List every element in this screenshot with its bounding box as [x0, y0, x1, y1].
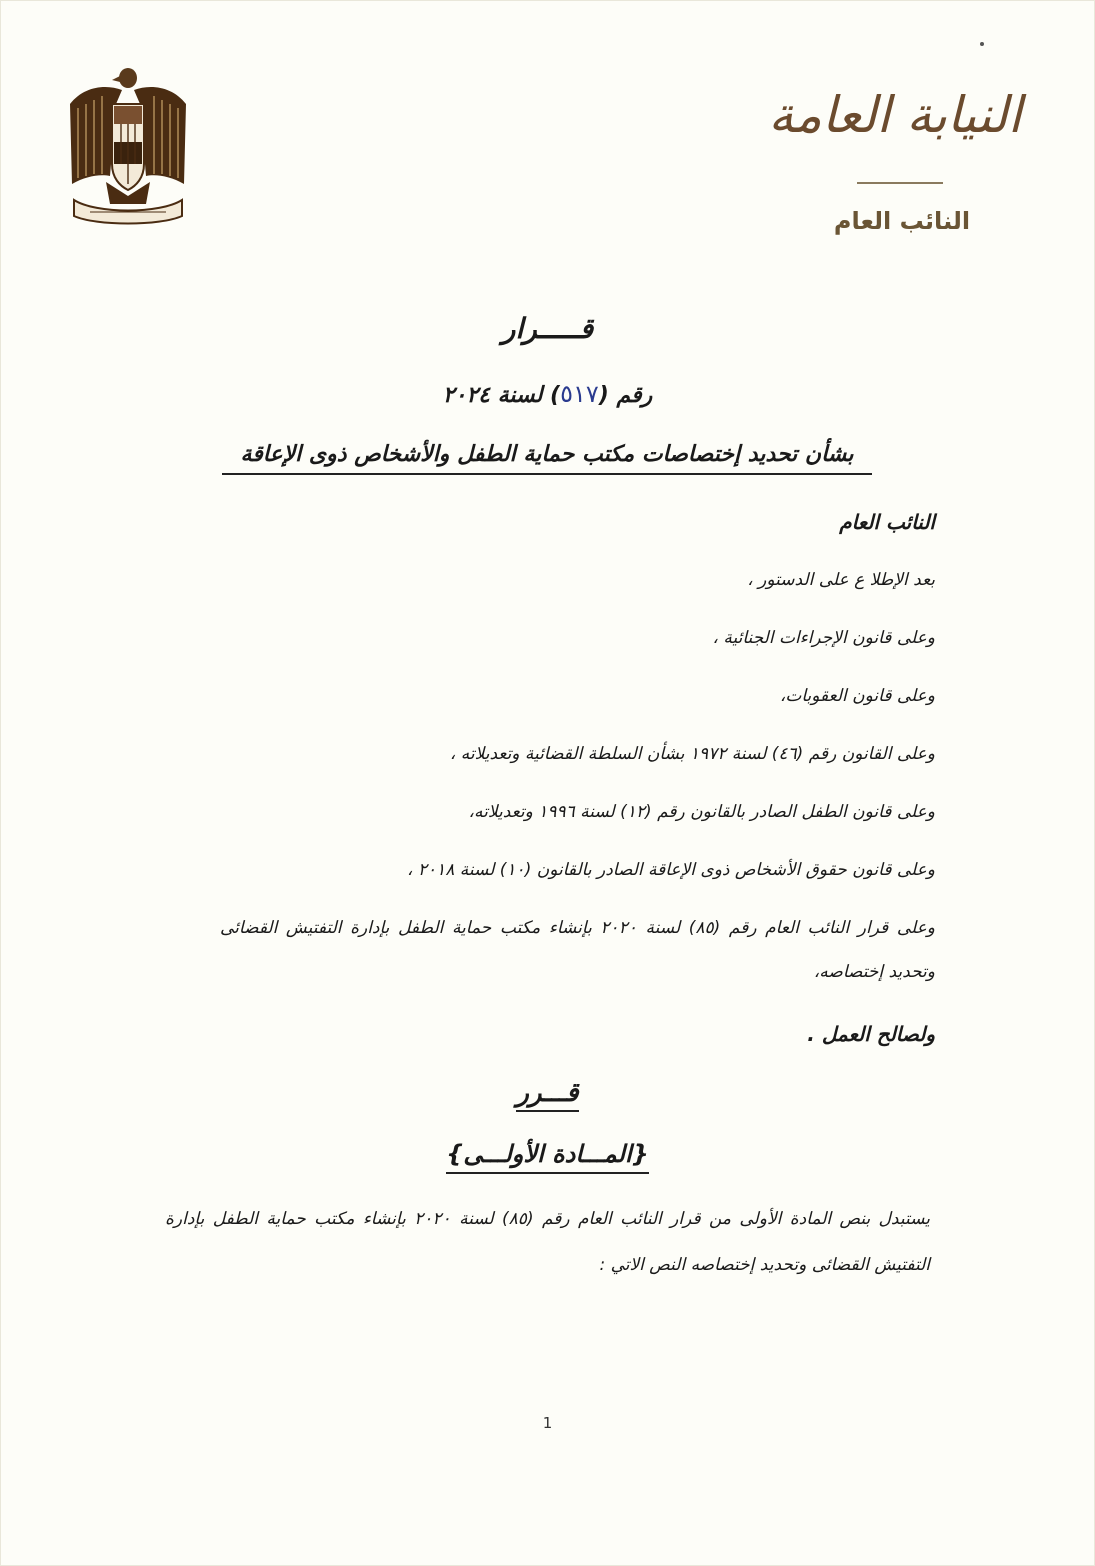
decision-number-line	[0, 380, 1095, 408]
recital-line: وعلى قانون الطفل الصادر بالقانون رقم (١٢) لسنة ١٩٩٦ وتعديلاته،	[468, 802, 935, 822]
eagle-of-saladin-emblem-icon	[66, 64, 190, 226]
decision-number: ٥١٧	[560, 380, 599, 408]
decided-word: قـــرر	[516, 1078, 578, 1112]
department-name: النيابة العامة	[768, 86, 1022, 144]
decision-heading: قـــــرار	[501, 312, 594, 345]
recital-paragraph: وعلى قرار النائب العام رقم (٨٥) لسنة ٢٠٢٠ بإنشاء مكتب حماية الطفل بإدارة التفتيش القضائى وتحديد إختصاصه،	[220, 918, 935, 982]
article-title-text: {المـــادة الأولـــى}	[446, 1140, 648, 1174]
recital-line: بعد الإطلا ع على الدستور ،	[747, 570, 935, 590]
scan-speck	[980, 42, 984, 46]
recital-line: وعلى قانون الإجراءات الجنائية ،	[712, 628, 935, 648]
decided-heading	[0, 1078, 1095, 1108]
decision-subject: بشأن تحديد إختصاصات مكتب حماية الطفل والأشخاص ذوى الإعاقة	[222, 442, 872, 475]
recital-line: وعلى قانون العقوبات،	[779, 686, 935, 706]
article-text: يستبدل بنص المادة الأولى من قرار النائب العام رقم (٨٥) لسنة ٢٠٢٠ بإنشاء مكتب حماية الطفل بإدارة التفتيش القضائى وتحديد إختصاصه النص الاتي :	[165, 1209, 930, 1275]
recital-line: وعلى القانون رقم (٤٦) لسنة ١٩٧٢ بشأن السلطة القضائية وتعديلاته ،	[449, 744, 935, 764]
header-divider	[857, 182, 943, 184]
department-subtitle: النائب العام	[833, 207, 971, 235]
page-number: 1	[542, 1414, 553, 1432]
issuing-authority: النائب العام	[839, 510, 935, 534]
article-title	[0, 1140, 1095, 1168]
work-interest-line: ولصالح العمل .	[807, 1022, 935, 1046]
decision-number-suffix: ) لسنة ٢٠٢٤	[442, 383, 561, 408]
recital-line: وعلى قانون حقوق الأشخاص ذوى الإعاقة الصادر بالقانون (١٠) لسنة ٢٠١٨ ،	[406, 860, 935, 880]
decision-number-prefix: رقم (	[598, 383, 653, 408]
